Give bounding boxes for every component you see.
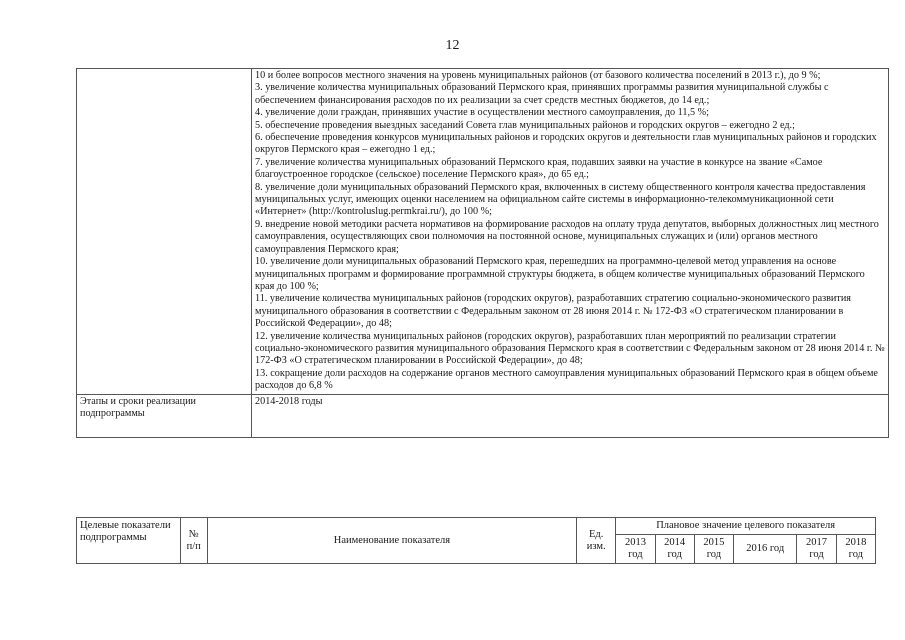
indicators-label: Целевые показатели подпрограммы (77, 518, 181, 564)
goal-item: 9. внедрение новой методики расчета нормативов на формирование расходов на оплату труда депутатов, выборных должностных лиц местного самоуправления, осуществляющих свои полномочия на постоянной основе, муниципальных служащих и (или) органов местного самоуправления Пермского края; (255, 218, 879, 255)
goal-item: 3. увеличение количества муниципальных образований Пермского края, принявших программы развития муниципальной службы с обеспечением финансирования расходов по их реализации за счет средств местных бюджетов, до 14 ед.; (255, 82, 829, 106)
indicators-table (76, 517, 876, 564)
expected-results-label-cell (77, 69, 252, 395)
goal-item: 8. увеличение доли муниципальных образований Пермского края, включенных в систему общественного контроля качества предоставления муниципальных услуг, имеющих оценки населением на официальном сайте системы в информационно-телекоммуникационной сети «Интернет» (http://kontroluslug.permkrai.ru/), до 100 %; (255, 181, 866, 218)
stages-value: 2014-2018 годы (252, 394, 889, 437)
stages-label: Этапы и сроки реализации подпрограммы (77, 394, 252, 437)
page-number: 12 (445, 38, 460, 53)
year-header: 2016 год (734, 535, 797, 564)
goal-item: 11. увеличение количества муниципальных районов (городских округов), разработавших стратегию социально-экономического развития муниципального образования в соответствии с Федеральным законом от 28 июня 2014 г. № 172-ФЗ «О стратегическом планировании в Российской Федерации», до 48; (255, 293, 851, 330)
year-header: 2015 год (694, 535, 733, 564)
number-header: № п/п (180, 518, 207, 564)
goal-item: 4. увеличение доли граждан, принявших участие в осуществлении местного самоуправления, до 11,5 %; (255, 107, 709, 119)
expected-results-row (77, 69, 889, 395)
plan-header: Плановое значение целевого показателя (616, 518, 876, 535)
goal-item: 6. обеспечение проведения конкурсов муниципальных районов и городских округов и деятельности глав муниципальных районов и городских округов Пермского края – ежегодно 1 ед.; (255, 132, 877, 156)
goal-item: 10. увеличение доли муниципальных образований Пермского края, перешедших на программно-целевой метод управления на основе муниципальных программ и формирование программной структуры бюджета, в общем количестве муниципальных образований Пермского края до 100 %; (255, 256, 865, 292)
indicators-header-row-1 (77, 518, 876, 535)
expected-results-cell (252, 69, 889, 395)
unit-header: Ед. изм. (577, 518, 616, 564)
year-header: 2014 год (655, 535, 694, 564)
passport-table (76, 68, 889, 438)
goal-item: 13. сокращение доли расходов на содержание органов местного самоуправления муниципальных образований Пермского края в общем объеме расходов до 6,8 % (255, 367, 878, 392)
goal-item: 7. увеличение количества муниципальных образований Пермского края, подавших заявки на участие в конкурсе на звание «Самое благоустроенное городское (сельское) поселение Пермского края», до 65 ед.; (255, 156, 823, 181)
goal-item: 5. обеспечение проведения выездных заседаний Совета глав муниципальных районов и городских округов – ежегодно 2 ед.; (255, 119, 795, 131)
year-header: 2017 год (797, 535, 836, 564)
year-header: 2018 год (836, 535, 875, 564)
goal-item: 12. увеличение количества муниципальных районов (городских округов), разработавших план мероприятий по реализации стратегии социально-экономического развития муниципального образования Пермского края в соответствии с Федеральным законом от 28 июня 2014 г. № 172-ФЗ «О стратегическом планировании в Российской Федерации», до 48; (255, 330, 885, 367)
name-header: Наименование показателя (207, 518, 576, 564)
year-header: 2013 год (616, 535, 655, 564)
stages-row (77, 394, 889, 437)
goal-item: 10 и более вопросов местного значения на уровень муниципальных районов (от базового количества поселений в 2013 г.), до 9 %; (255, 70, 821, 81)
